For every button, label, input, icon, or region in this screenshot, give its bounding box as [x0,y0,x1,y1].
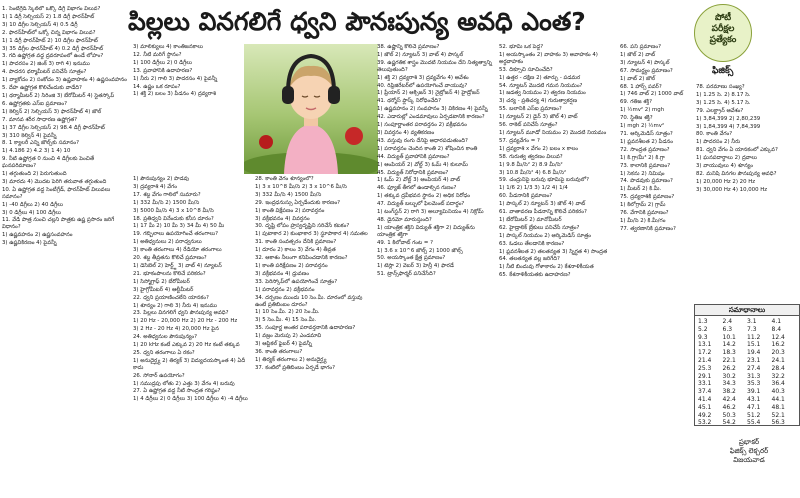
author-name: ప్రభాకర్ [738,438,760,446]
answer-cell: 9.3 [698,333,708,341]
question-line: 25. ధ్వని తరంగాలు ఏ రకం? [133,349,195,356]
question-line: 3) 2 Hz - 20 Hz 4) 20,000 Hz పైన [133,326,219,333]
question-line: 1) జౌల్ 2) న్యూటన్ 3) వాట్ 4) పాస్కల్ [377,51,464,58]
question-line: 12. నీటి మరిగే స్థానం? [133,51,182,58]
question-line: 1) న్యూటన్ మూడో నియమం 2) మొదటి నియమం [499,129,607,136]
questions-column-5 [499,44,615,492]
questions-column-3 [255,176,373,492]
answer-cell: 31.3 [747,372,761,380]
question-line: 1) వజ్రం మెరుపు 2) ఎండమావి [255,333,322,340]
badge-subject: ఫిజిక్స్ [712,66,734,76]
answer-cell: 1.3 [698,318,708,325]
question-line: 18. ప్రతిధ్వని వినేందుకు కనీస దూరం? [133,215,214,222]
answer-cell: 11.2 [747,333,761,341]
question-line: 35. సంపూర్ణ అంతర పరావర్తనానికి ఉదాహరణ? [255,325,356,332]
answer-cell: 2.4 [722,318,733,325]
question-line: 1) శూన్యం 2) గాలి 3) నీరు 4) ఇనుము [133,302,218,309]
question-line: 1) 1.25 సె. 2) 8.17 సె. [696,91,751,98]
question-line: 24. అతిధ్వనుల పౌనఃపున్యం? [133,334,197,341]
question-line: 28. కాంతి వేగం శూన్యంలో? [255,176,314,182]
question-line: 47. విద్యుత్ బల్బులో ఫిలమెంట్ పదార్థం? [377,201,465,208]
answer-cell: 45.1 [698,403,712,411]
answer-cell: 6.3 [722,325,733,333]
question-line: 1) 3,84,399 2) 2,80,239 [696,115,761,122]
question-line: 48. డైనమో మారుస్తుంది? [377,216,432,223]
question-line: 71. ఆర్కిమెడిస్ సూత్రం? [620,130,673,137]
question-line: 3) 35 డిగ్రీల ఫారన్‌హీట్ 4) 0.2 డిగ్రీ ఫారన్‌హీట్ [2,45,104,52]
question-line: 69. గతిజ శక్తి? [620,99,652,106]
question-line: 52. భూమి ఒక పెద్ద? [499,44,544,50]
question-line: 1) 10 సెం.మీ. 2) 20 సెం.మీ. [255,309,320,316]
question-line: 66. పని ప్రమాణం? [620,44,661,50]
badge-line-1: పోటీ [714,13,732,23]
question-line: 1) సెకను 2) నిమిషం [620,170,665,177]
question-line: 55. బలానికి ఎస్‌ఐ ప్రమాణం? [499,106,562,113]
question-line: 46. ఫ్యూజ్ తీగలో ఉండాల్సిన గుణం? [377,185,457,192]
answer-cell: 32.2 [771,372,785,380]
question-line: 44. విద్యుత్ ప్రవాహానికి ప్రమాణం? [377,153,450,160]
question-line: 1) సిస్మోగ్రాఫ్ 2) బేరోమీటర్ [133,278,190,285]
question-line: 1) టంగ్‌స్టన్ 2) రాగి 3) అల్యూమినియం 4) నిక్రోమ్ [377,209,484,216]
question-line: 1) ఘనపదార్థాలు 2) ద్రవాలు [696,155,758,162]
question-line: 1) కాంతి విక్షేపణం 2) పరావర్తనం [255,207,325,214]
question-line: 1) వాట్ 2) జౌల్ [620,75,656,82]
question-line: 70. స్థితిజ శక్తి? [620,115,653,122]
answer-cell: 18.3 [722,349,736,357]
question-line: 82. మనిషి వినగల పౌనఃపున్య అవధి? [696,170,777,177]
question-line: 3) న్యూటన్ 4) పాస్కల్ [620,59,670,66]
question-line: 38. ఉష్ణాన్ని కొలిచే ప్రమాణం? [377,44,440,50]
answer-cell: 30.2 [722,372,736,380]
question-line: 3) 1.25 సె. 4) 5.17 సె. [696,99,751,106]
answer-cell: 4.1 [771,318,782,325]
question-line: 23. పిల్లలు వినగలిగే ధ్వని పౌనఃపున్య అవధి? [133,310,229,317]
question-line: 45. విద్యుత్ నిరోధానికి ప్రమాణం? [377,169,449,176]
question-line: 1. సెంటీగ్రేడ్ స్కేల్‌లో ఒక్కో డిగ్రీ విభాగం విలువ? [2,6,101,12]
question-line: 81. ధ్వని వేగం ఏ యానకంలో ఎక్కువ? [696,147,778,154]
question-line: 11. వేడి పాత్ర నుంచి చల్లని పాత్రకు ఉష్ణ ప్రసారం జరిగే విధానం? [2,217,115,231]
answer-cell: 50.3 [722,411,736,419]
question-line: 30. దృష్టి లోపం హ్రస్వదృష్టిని సరిచేసే కటకం? [255,223,350,230]
answer-cell: 33.1 [698,380,712,388]
question-line: 1) ప్లవనశీలత 2) తలతన్యత 3) స్నిగ్ధత 4) సాంద్రత [499,248,608,255]
question-line: 27. ఏ ఉష్ణోగ్రత వద్ద నీటి సాంద్రత గరిష్ఠం? [133,388,221,395]
question-line: 1) ½mv² 2) mgh [620,107,665,114]
question-line: 1) ఉష్ణవహనం 2) ఉష్ణసంవహనం [2,232,73,239]
question-line: 1) 17 మీ 2) 10 మీ 3) 34 మీ 4) 50 మీ [133,223,225,230]
question-line: 20. శబ్ద తీవ్రతను కొలిచే ప్రమాణం? [133,255,207,262]
question-line: 1) అయస్కాంతం 2) వాహకం 3) అవాహకం 4) అర్ధవాహకం [499,51,598,65]
question-line: 1) 20,000 Hz 2) 20 Hz [696,178,756,185]
question-line: 3) ఉష్ణవికిరణం 4) పైవన్నీ [2,240,57,247]
question-line: 1) డెసిబెల్ 2) హెర్ట్జ్ 3) వాట్ 4) న్యూటన్ [133,262,222,269]
answer-cell: 25.3 [698,364,712,372]
question-line: 1) జౌల్ 2) వాట్ [620,51,656,58]
question-line: 1) 20 Hz - 20,000 Hz 2) 20 Hz - 200 Hz [133,318,238,325]
answer-cell: 16.2 [771,341,785,349]
answer-cell: 12.4 [771,333,785,341]
question-line: 1) బేరోమీటర్ 2) మానోమీటర్ [499,216,562,223]
questions-column-2 [133,176,251,492]
question-line: 1) వ్యాకోచం 2) సంకోచం 3) ఉష్ణవాహకం 4) ఉష్ణసంవహనం [2,77,127,84]
question-line: 1) ఉష్ణవహనం 2) సంవహనం 3) వికిరణం 4) పైవన్నీ [377,106,488,113]
question-line: 1) 332 మీ/సె 2) 1500 మీ/సె [133,199,200,206]
question-line: 1) 1/6 2) 1/3 3) 1/2 4) 1/4 [499,185,568,192]
question-line: 1) 1 డిగ్రీ ఫారన్‌హీట్ 2) 10 డిగ్రీల ఫారన్‌హీట్ [2,37,98,44]
question-line: 1) యాంత్రిక శక్తిని విద్యుత్ శక్తిగా 2) విద్యుత్‌ను యాంత్రిక శక్తిగా [377,224,475,238]
answer-cell: 21.4 [698,356,712,364]
question-line: 1) పాదరసం 2) నీరు [696,139,741,146]
photo-illustration [244,44,378,174]
question-line: 65. కేశనాళికీయతకు ఉదాహరణ? [499,272,571,279]
question-line: 1) సముద్రపు లోతు 2) ఎత్తు 3) వేగం 4) బరువు [133,380,235,387]
question-line: 62. హైడ్రాలిక్ బ్రేకులు పనిచేసే సూత్రం? [499,224,580,231]
question-line: 1) 3 x 10^8 మీ/సె 2) 3 x 10^6 మీ/సె [255,183,347,190]
answer-cell: 37.4 [698,388,712,396]
answer-cell: 35.3 [747,380,761,388]
question-line: 1) కి.గ్రా/మీ³ 2) కి.గ్రా [620,154,665,161]
answer-cell: 46.2 [722,403,736,411]
question-line: 19. గబ్బిలాలు ఉపయోగించే తరంగాలు? [133,231,218,238]
question-line: 3. గది ఉష్ణోగ్రత వద్ద ద్రవరూపంలో ఉండే లోహం? [2,53,104,60]
question-line: 1) ఆంపియర్ 2) వోల్ట్ 3) ఓమ్ 4) కులూమ్ [377,161,468,168]
answer-cell: 20.3 [771,349,785,357]
question-line: 2. ఫారన్‌హీట్‌లో ఒక్కో చిన్న విభాగం విలువ? [2,29,96,36]
question-line: 3) ఆప్టికల్ ఫైబర్ 4) పైవన్నీ [255,341,313,348]
question-line: 5. దేహ ఉష్ణోగ్రత కొలిచేందుకు వాడేది? [2,85,82,92]
question-line: 1) నీరు 2) గాలి 3) పాదరసం 4) పైవన్నీ [133,75,218,82]
answer-cell: 29.1 [698,372,712,380]
question-line: 1) తగ్గుతుంది 2) పెరుగుతుంది [2,171,67,178]
question-line: 63. ఓడలు తేలడానికి కారణం? [499,240,565,247]
question-line: 1) 1 డిగ్రీ సెల్సియస్ 2) 1.8 డిగ్రీ ఫారన్‌హీట్ [2,13,95,20]
question-line: 3) ద్రవ్యరాశి 4) వేగం [133,183,177,190]
question-line: 1) థర్మామీటర్ 2) సిరింజి 3) బేరోమీటర్ 4) స్టెతస్కోప్ [2,92,115,99]
question-line: 31. కాంతి సంవత్సరం దేనికి ప్రమాణం? [255,239,337,246]
answer-cell: 26.2 [722,364,736,372]
question-line: 57. ద్రవ్యవేగం = ? [499,137,540,144]
question-line: 78. పరమాణు సంఖ్య? [696,84,745,90]
question-line: 33. పెరిస్కోప్‌లో ఉపయోగించే సూత్రం? [255,278,338,285]
answer-cell: 14.2 [722,341,736,349]
question-line: 1) కిలోగ్రామ్ 2) గ్రామ్ [620,202,666,209]
question-line: 42. ఎడారుల్లో ఎండమావులు ఏర్పడటానికి కారణం? [377,114,485,121]
question-line: 8. 1 క్యాలరీ ఎన్ని జౌల్స్‌కు సమానం? [2,140,80,147]
answer-cell: 13.1 [698,341,712,349]
author-designation: ఫిజిక్స్ లెక్చరర్ [729,447,769,455]
answer-key-grid [695,316,799,429]
question-line: 79. ఎలక్ట్రాన్ ఆవేశం? [696,107,744,114]
question-line: 1) ఓమ్ 2) వోల్ట్ 3) ఆంపియర్ 4) వాట్ [377,177,461,184]
question-line: 1) పౌనఃపున్యం 2) పొడవు [133,176,189,182]
answer-cell: 38.2 [722,388,736,396]
question-line: 3) 5 సెం.మీ. 4) 15 సెం.మీ. [255,317,317,324]
question-line: 3) 10.8 మీ/సె² 4) 6.8 మీ/సె² [499,169,567,176]
question-line: 34. దర్పణం ముందు 10 సెం.మీ. దూరంలో వస్తువు ఉంటే ప్రతిబింబం దూరం? [255,294,363,308]
answer-cell: 3.1 [747,318,757,325]
question-line: 1) 4 డిగ్రీలు 2) 0 డిగ్రీలు 3) 100 డిగ్రీలు 4) -4 డిగ్రీలు [133,396,248,403]
question-line: 1) 9.8 మీ/సె² 2) 8.9 మీ/సె² [499,161,563,168]
question-line: 3) వక్రీభవనం 4) ధ్రువణం [255,270,309,277]
question-line: 1) ఉత్తర - దక్షిణ 2) తూర్పు - పడమర [499,74,581,81]
question-line: 22. ధ్వని ప్రయాణించలేని యానకం? [133,294,209,301]
question-line: 1) న్యూటన్ 2) డైన్ 3) జౌల్ 4) వాట్ [499,114,578,121]
question-line: 1) పాస్కల్ 2) న్యూటన్ 3) జౌల్ 4) వాట్ [499,201,586,208]
question-line: 3) కాంతి తరంగాలు 4) రేడియో తరంగాలు [133,247,222,254]
question-line: 3) 30,000 Hz 4) 10,000 Hz [696,186,768,193]
question-line: 6. ఉష్ణోగ్రతకు ఎస్‌ఐ ప్రమాణం? [2,100,67,107]
question-line: 56. రాకెట్ పనిచేసే సూత్రం? [499,122,558,129]
answer-cell: 47.1 [747,403,761,411]
question-line: 41. థర్మోస్ ఫ్లాస్క్ నిరోధించేది? [377,98,441,105]
answer-cell: 48.1 [771,403,785,411]
question-line: 1) నీటి బిందువు గోళాకారం 2) కేశనాళికీయత [499,264,594,271]
question-line: 32. ఆకాశం నీలంగా కనిపించడానికి కారణం? [255,255,348,262]
question-line: 3) మారదు 4) మొదట పెరిగి తరువాత తగ్గుతుంది [2,178,107,185]
badge-line-3: ప్రత్యేకం [709,35,737,45]
answer-cell: 54.2 [722,419,736,427]
question-line: 3) 5000 మీ/సె 4) 3 x 10^8 మీ/సె [133,207,214,214]
exam-special-badge [694,4,790,76]
question-line: 3) 10 డిగ్రీల సెల్సియస్ 4) 0.5 డిగ్రీ [2,21,78,28]
question-line: 3) 332 మీ/సె 4) 1500 మీ/సె [255,191,322,198]
question-line: 68. 1 హార్స్ పవర్? [620,83,662,90]
question-line: 1) సంపూర్ణాంతర పరావర్తనం 2) వక్రీభవనం [377,122,467,129]
question-line: 1) శక్తి 2) బలం 3) పీడనం 4) ద్రవ్యరాశి [133,91,216,98]
answer-cell: 55.4 [747,419,761,427]
question-line: 73. కాలానికి ప్రమాణం? [620,162,671,169]
question-line: 17. శబ్ద వేగం గాలిలో సుమారు? [133,191,201,198]
question-line: 3) వివర్తనం 4) వ్యతికరణం [377,129,435,136]
question-line: 1) పాదరసం 2) జింక్ 3) రాగి 4) ఇనుము [2,61,90,68]
question-line: 64. తలతన్యత వల్ల జరిగేది? [499,256,560,263]
question-line: 1) శక్తి 2) ద్రవ్యరాశి 3) ద్రవ్యవేగం 4) ఆవేశం [377,74,469,81]
answer-cell: 22.1 [722,356,736,364]
question-line: 67. సామర్థ్యం ప్రమాణం? [620,67,673,74]
question-line: 1) టెస్లా 2) వెబర్ 3) హెన్రీ 4) ఫారడే [377,263,454,270]
question-line: 58. గురుత్వ త్వరణం విలువ? [499,153,563,160]
answer-cell: 36.4 [771,380,785,388]
answer-cell: 28.4 [771,364,785,372]
question-line: 50. అయస్కాంత క్షేత్ర ప్రమాణం? [377,255,446,262]
answer-cell: 34.3 [722,380,736,388]
question-line: 1) అతిధ్వనులు 2) పరాధ్వనులు [133,239,202,246]
questions-column-7 [696,84,798,314]
question-line: 1) 4.186 2) 4.2 3) 1 4) 10 [2,148,71,155]
question-line: 1) మీటర్ 2) కి.మీ. [620,186,662,193]
question-line: 3) 0 డిగ్రీలు 4) 100 డిగ్రీలు [2,209,61,216]
question-line: 1) కాంతి పరిక్షేపణం 2) పరావర్తనం [255,262,328,269]
questions-column-1 [2,6,128,494]
question-line: 1) 20 kHz కంటే ఎక్కువ 2) 20 Hz కంటే తక్కువ [133,342,240,349]
question-line: 75. ద్రవ్యరాశికి ప్రమాణం? [620,194,675,201]
badge-circle [694,4,752,62]
question-line: 37. కంటిలో ప్రతిబింబం ఏర్పడే భాగం? [255,364,336,371]
question-line: 77. త్వరణానికి ప్రమాణం? [620,225,676,232]
question-line: 74. పొడవుకు ప్రమాణం? [620,178,673,185]
question-line: 1) అనుదైర్ఘ్య 2) తిర్యక్ 3) విద్యుదయస్కాంత 4) ఏదీ కాదు [133,357,246,371]
question-line: 1) 3.6 x 10^6 జౌల్స్ 2) 1000 జౌల్స్ [377,247,463,254]
question-line: 3) 310 కెల్విన్ 4) పైవన్నీ [2,132,57,139]
question-line: 21. భూకంపాలను కొలిచే పరికరం? [133,270,206,277]
questions-column-2-top [133,44,243,172]
question-line: 49. 1 కిలోవాట్ గంట = ? [377,239,433,246]
question-line: 13. ప్రవాహానికి ఉదాహరణ? [133,67,193,74]
answer-cell: 39.1 [747,388,761,396]
question-line: 1) తిర్యక్ తరంగాలు 2) అనుదైర్ఘ్య [255,356,327,363]
answer-cell: 10.1 [722,333,736,341]
answer-cell: 27.4 [747,364,761,372]
answer-cell: 51.2 [747,411,761,419]
question-line: 26. సోనార్ ఉపయోగం? [133,372,185,379]
question-line: 3) చర్య - ప్రతిచర్య 4) గురుత్వాకర్షణ [499,98,578,105]
questions-column-4 [377,44,493,492]
answer-cell: 53.2 [698,419,712,427]
answer-cell: 7.3 [747,325,757,333]
question-line: 1) -40 డిగ్రీలు 2) 40 డిగ్రీలు [2,201,63,208]
question-line: 60. పీడనానికి ప్రమాణం? [499,193,553,200]
question-line: 43. వస్తువు రంగు దేనిపై ఆధారపడుతుంది? [377,137,468,144]
answer-cell: 41.4 [698,395,712,403]
question-line: 61. వాతావరణ పీడనాన్ని కొలిచే పరికరం? [499,209,587,216]
answer-cell: 56.3 [771,419,785,427]
question-line: 3) హైగ్రోమీటర్ 4) ఆల్టీమీటర్ [133,286,194,293]
answer-key-title: సమాధానాలు [695,305,799,316]
question-line: 1) కెల్విన్ 2) సెల్సియస్ 3) ఫారన్‌హీట్ 4) జౌల్ [2,108,102,115]
answer-cell: 8.4 [771,325,782,333]
question-line: 9. నీటి ఉష్ణోగ్రత 0 నుంచి 4 డిగ్రీలకు పెంచితే ఘనపరిమాణం? [2,156,95,170]
question-line: 1) ద్రవ్యరాశి x వేగం 2) బలం x కాలం [499,145,579,152]
answer-cell: 19.4 [747,349,761,357]
answer-cell: 24.1 [771,356,785,364]
question-line: 1) జడత్వ నియమం 2) త్వరణ నియమం [499,90,586,97]
question-line: 1) ప్లవనశీలత 2) పీడనం [620,138,673,145]
answer-cell: 23.1 [747,356,761,364]
question-line: 59. చంద్రునిపై బరువు భూమిపై బరువులో? [499,177,589,184]
child-with-headphones-photo [244,44,378,174]
question-line: 54. న్యూటన్ మొదటి గమన నియమం? [499,82,583,89]
answer-cell: 52.1 [771,411,785,419]
question-line: 1) 100 డిగ్రీలు 2) 0 డిగ్రీలు [133,59,192,66]
question-line: 1) ఫ్రీయాన్ 2) ఆక్సిజన్ 3) నైట్రోజన్ 4) హైడ్రోజన్ [377,90,480,97]
question-line: 1) పరావర్తనం 2) వక్రీభవనం [255,286,315,293]
article-headline: పిల్లలు వినగలిగే ధ్వని పౌనఃపున్య అవధి ఎంత? [128,7,586,36]
answer-cell: 15.1 [747,341,761,349]
question-line: 80. కాంతి వేగం? [696,131,733,138]
questions-column-6 [620,44,692,492]
question-line: 1) తక్కువ ద్రవీభవన స్థానం 2) అధిక నిరోధం [377,193,471,200]
question-line: 7. మానవ శరీర సాధారణ ఉష్ణోగ్రత? [2,116,78,123]
question-line: 1) పాస్కల్ నియమం 2) ఆర్కిమెడిస్ సూత్రం [499,232,592,239]
answer-cell: 44.1 [771,395,785,403]
question-line: 1) పుటాకార 2) కుంభాకార 3) స్థూపాకార 4) సమతల [255,231,368,238]
question-line: 10. ఏ ఉష్ణోగ్రత వద్ద సెంటీగ్రేడ్, ఫారన్‌హీట్ విలువలు సమానం? [2,186,111,200]
question-line: 3) వాయువులు 4) శూన్యం [696,163,753,170]
question-line: 1) దూరం 2) కాలం 3) వేగం 4) తీవ్రత [255,247,336,254]
answer-cell: 5.2 [698,325,708,333]
question-line: 1) మీ/సె 2) కి.మీ/గం [620,217,666,224]
question-line: 76. వేగానికి ప్రమాణం? [620,210,669,217]
answer-cell: 49.2 [698,411,712,419]
question-line: 1) 746 వాట్ 2) 1000 వాట్ [620,91,684,98]
question-line: 72. సాంద్రత ప్రమాణం? [620,146,670,153]
question-line: 51. ట్రాన్స్‌ఫార్మర్ పనిచేసేది? [377,271,436,278]
answer-cell: 17.2 [698,349,712,357]
question-line: 4. పాదరస థర్మామీటర్‌ పనిచేసే సూత్రం? [2,69,87,76]
question-line: 53. దిక్సూచి సూచించేది? [499,66,553,73]
answer-cell: 42.4 [722,395,736,403]
author-credit [706,438,792,465]
question-line: 39. ఉష్ణగతిక శాస్త్రం మొదటి నియమం దేని నిత్యత్వాన్ని తెలుపుతుంది? [377,59,492,73]
answer-cell: 40.3 [771,388,785,396]
question-line: 1) mgh 2) ½mv² [620,123,665,130]
question-line: 36. కాంతి తరంగాలు? [255,348,303,355]
question-line: 40. రిఫ్రిజిరేటర్‌లో ఉపయోగించే వాయువు? [377,82,468,89]
question-line: 1) పరావర్తనం చెందిన కాంతి 2) శోషించిన కాంతి [377,145,478,152]
question-line: 3) మాలిక్యులు 4) కాంతిజనకాలు [133,44,204,50]
question-line: 3) 1,84,399 4) 7,84,399 [696,123,761,130]
question-line: 1) 37 డిగ్రీల సెల్సియస్ 2) 98.4 డిగ్రీ ఫారన్‌హీట్ [2,124,105,131]
badge-line-2: పరీక్షల [711,24,735,34]
question-line: 3) వక్రీభవనం 4) వివర్తనం [255,215,310,222]
answer-cell: 43.1 [747,395,761,403]
author-location: విజయవాడ [733,456,765,464]
answer-key-box [694,304,800,426]
question-line: 29. ఇంద్రధనుస్సు ఏర్పడేందుకు కారణం? [255,199,341,206]
question-line: 14. ఉష్ణం ఒక రూపం? [133,83,181,90]
